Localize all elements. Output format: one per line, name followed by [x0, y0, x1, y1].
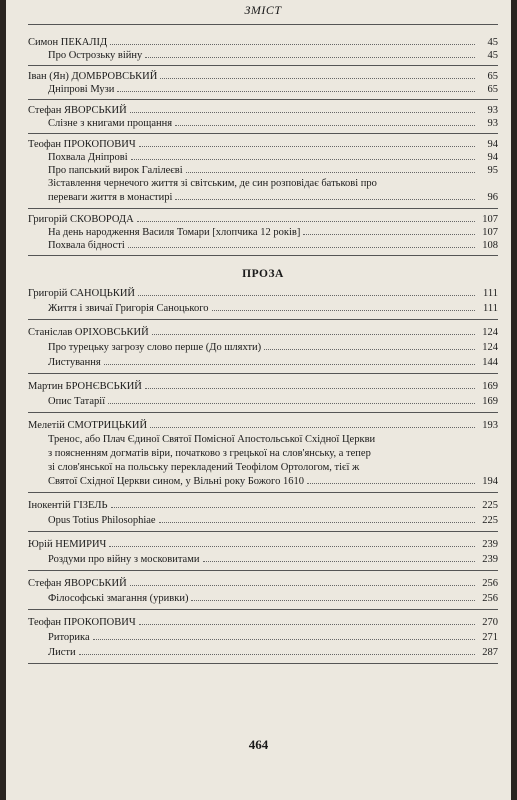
- work-page: 96: [487, 192, 498, 203]
- entry-divider: [28, 65, 498, 66]
- author-page: 93: [487, 105, 498, 116]
- work-title: Життя і звичаї Григорія Саноцького: [48, 303, 209, 314]
- author-page: 225: [482, 500, 498, 511]
- leader-dots: [160, 78, 475, 79]
- work-row: [28, 83, 498, 96]
- work-title: Про Острозьку війну: [48, 50, 143, 61]
- leader-dots: [264, 349, 475, 350]
- entry-divider: [28, 99, 498, 100]
- entry-divider: [28, 609, 498, 610]
- author-row: [28, 138, 498, 151]
- page-number: 464: [248, 737, 269, 752]
- toc-entry: [28, 498, 498, 532]
- author-name: Мартин БРОНЄВСЬКИЙ: [28, 381, 142, 392]
- leader-dots: [145, 57, 475, 58]
- work-row: [28, 164, 498, 177]
- work-title-line-last: [48, 191, 498, 205]
- author-page: 94: [487, 139, 498, 150]
- toc-entry: [28, 70, 498, 100]
- author-row: [28, 418, 498, 433]
- author-row: [28, 615, 498, 630]
- leader-dots: [108, 403, 475, 404]
- work-row: [28, 355, 498, 370]
- author-row: [28, 36, 498, 49]
- work-title: Листи: [48, 647, 76, 658]
- author-name: Симон ПЕКАЛІД: [28, 37, 108, 48]
- work-page: 111: [483, 303, 498, 314]
- work-title-line: зі слов'янської на польську перекладений Теофілом Ортологом, тієї ж: [48, 462, 360, 473]
- section-heading-prose: ПРОЗА: [242, 268, 284, 280]
- author-name: Станіслав ОРІХОВСЬКИЙ: [28, 327, 149, 338]
- work-row: [28, 645, 498, 660]
- header-title: ЗМІСТ: [244, 3, 282, 17]
- author-page: 270: [482, 617, 498, 628]
- work-page: 256: [482, 593, 498, 604]
- prose-list: [28, 286, 498, 664]
- work-title: На день народження Василя Томари [хлопчика 12 років]: [48, 227, 301, 238]
- author-name: Теофан ПРОКОПОВИЧ: [28, 617, 136, 628]
- leader-dots: [109, 546, 475, 547]
- work-title-line: Святої Східної Церкви сином, у Вільні року Божого 1610: [48, 476, 304, 487]
- entry-divider: [28, 531, 498, 532]
- leader-dots: [111, 507, 476, 508]
- author-name: Інокентій ГІЗЕЛЬ: [28, 500, 108, 511]
- work-title-line: з поясненням догматів віри, початково з грецької на слов'янську, а тепер: [48, 448, 371, 459]
- work-row: [28, 394, 498, 409]
- work-page: 194: [482, 476, 498, 487]
- entry-divider: [28, 208, 498, 209]
- work-title: Про папський вирок Галілеєві: [48, 165, 183, 176]
- leader-dots: [145, 388, 475, 389]
- work-page: 65: [487, 84, 498, 95]
- leader-dots: [191, 600, 475, 601]
- work-page: 225: [482, 515, 498, 526]
- work-row: [28, 301, 498, 316]
- work-page: 94: [487, 152, 498, 163]
- author-page: 107: [482, 214, 498, 225]
- work-page: 144: [482, 357, 498, 368]
- leader-dots: [138, 295, 475, 296]
- leader-dots: [131, 159, 475, 160]
- author-name: Стефан ЯВОРСЬКИЙ: [28, 105, 127, 116]
- toc-entry: [28, 576, 498, 610]
- table-of-contents: [28, 32, 498, 667]
- work-page: 287: [482, 647, 498, 658]
- author-row: [28, 498, 498, 513]
- leader-dots: [307, 483, 475, 484]
- work-row: [28, 117, 498, 130]
- author-name: Григорій САНОЦЬКИЙ: [28, 288, 135, 299]
- work-title-multiline: [28, 433, 498, 489]
- leader-dots: [130, 112, 475, 113]
- author-row: [28, 213, 498, 226]
- work-row: [28, 340, 498, 355]
- author-name: Мелетій СМОТРИЦЬКИЙ: [28, 420, 148, 431]
- author-row: [28, 537, 498, 552]
- leader-dots: [117, 91, 475, 92]
- work-row: [28, 552, 498, 567]
- work-page: 271: [482, 632, 498, 643]
- entry-divider: [28, 492, 498, 493]
- author-name: Стефан ЯВОРСЬКИЙ: [28, 578, 127, 589]
- author-page: 169: [482, 381, 498, 392]
- toc-entry: [28, 213, 498, 256]
- author-row: [28, 70, 498, 83]
- work-page: 93: [487, 118, 498, 129]
- author-page: 124: [482, 327, 498, 338]
- entry-divider: [28, 663, 498, 664]
- leader-dots: [139, 146, 475, 147]
- entry-divider: [28, 255, 498, 256]
- leader-dots: [128, 247, 475, 248]
- work-row: [28, 513, 498, 528]
- toc-entry: [28, 379, 498, 413]
- work-page: 45: [487, 50, 498, 61]
- work-page: 239: [482, 554, 498, 565]
- work-row: [28, 226, 498, 239]
- toc-entry: [28, 537, 498, 571]
- leader-dots: [110, 44, 475, 45]
- work-title: Опис Татарії: [48, 396, 106, 407]
- work-title: Дніпрові Музи: [48, 84, 115, 95]
- work-page: 95: [487, 165, 498, 176]
- work-title: Про турецьку загрозу слово перше (До шляхти): [48, 342, 262, 353]
- work-title: Риторика: [48, 632, 90, 643]
- work-row: [28, 49, 498, 62]
- work-title: Слізне з книгами прощання: [48, 118, 173, 129]
- leader-dots: [93, 639, 475, 640]
- author-page: 239: [482, 539, 498, 550]
- author-row: [28, 576, 498, 591]
- work-title: Похвала Дніпрові: [48, 152, 128, 163]
- toc-entry: [28, 286, 498, 320]
- leader-dots: [104, 364, 475, 365]
- toc-entry: [28, 138, 498, 209]
- work-row: [28, 630, 498, 645]
- toc-entry: [28, 104, 498, 134]
- toc-entry: [28, 615, 498, 664]
- leader-dots: [212, 310, 475, 311]
- toc-entry: [28, 418, 498, 493]
- leader-dots: [152, 334, 475, 335]
- leader-dots: [203, 561, 476, 562]
- leader-dots: [137, 221, 475, 222]
- leader-dots: [175, 125, 475, 126]
- leader-dots: [303, 234, 475, 235]
- author-name: Іван (Ян) ДОМБРОВСЬКИЙ: [28, 71, 158, 82]
- leader-dots: [79, 654, 475, 655]
- work-row: [28, 151, 498, 164]
- leader-dots: [139, 624, 475, 625]
- leader-dots: [150, 427, 475, 428]
- entry-divider: [28, 412, 498, 413]
- work-title-line: Зіставлення чернечого життя зі світським, де син розповідає батькові про: [48, 178, 377, 189]
- work-page: 124: [482, 342, 498, 353]
- work-page: 169: [482, 396, 498, 407]
- work-title: Філософські змагання (уривки): [48, 593, 189, 604]
- author-row: [28, 379, 498, 394]
- author-row: [28, 286, 498, 301]
- work-page: 108: [482, 240, 498, 251]
- author-page: 193: [482, 420, 498, 431]
- author-name: Григорій СКОВОРОДА: [28, 214, 134, 225]
- page-header: [28, 0, 498, 25]
- work-title: Листування: [48, 357, 101, 368]
- work-title-line: переваги життя в монастирі: [48, 192, 173, 203]
- work-title: Opus Totius Philosophiae: [48, 515, 156, 526]
- author-row: [28, 325, 498, 340]
- author-page: 111: [483, 288, 498, 299]
- entry-divider: [28, 319, 498, 320]
- toc-entry: [28, 325, 498, 374]
- leader-dots: [175, 199, 475, 200]
- work-page: 107: [482, 227, 498, 238]
- book-page: [6, 0, 511, 800]
- author-row: [28, 104, 498, 117]
- entry-divider: [28, 570, 498, 571]
- work-title-line-last: [48, 475, 498, 489]
- author-page: 65: [487, 71, 498, 82]
- work-row: [28, 591, 498, 606]
- work-title-line: Тренос, або Плач Єдиної Святої Помісної Апостольської Східної Церкви: [48, 434, 376, 445]
- poetry-list: [28, 36, 498, 256]
- leader-dots: [186, 172, 475, 173]
- entry-divider: [28, 133, 498, 134]
- author-name: Юрій НЕМИРИЧ: [28, 539, 107, 550]
- author-page: 45: [487, 37, 498, 48]
- author-page: 256: [482, 578, 498, 589]
- entry-divider: [28, 373, 498, 374]
- work-title: Похвала бідності: [48, 240, 125, 251]
- work-title-multiline: [28, 177, 498, 205]
- toc-entry: [28, 36, 498, 66]
- work-row: [28, 239, 498, 252]
- leader-dots: [130, 585, 475, 586]
- author-name: Теофан ПРОКОПОВИЧ: [28, 139, 136, 150]
- work-title: Роздуми про війну з московитами: [48, 554, 200, 565]
- leader-dots: [159, 522, 475, 523]
